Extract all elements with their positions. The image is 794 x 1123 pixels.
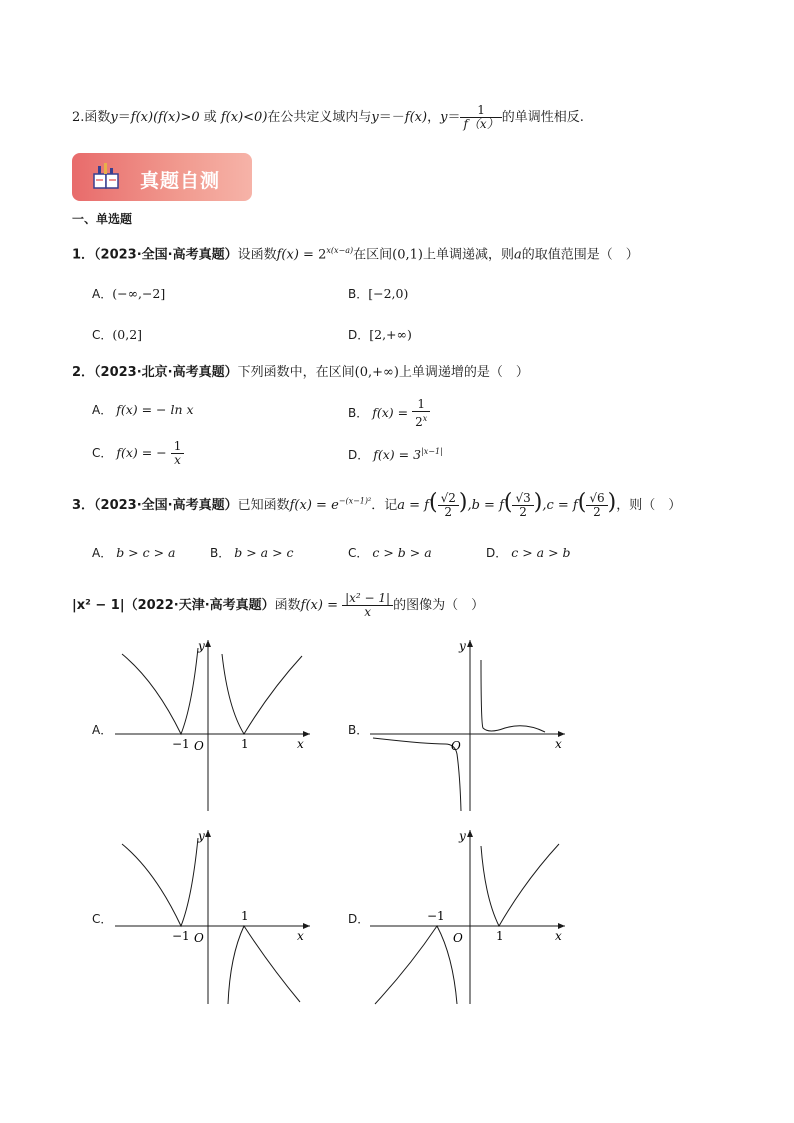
frac-num: √2 bbox=[440, 491, 456, 505]
option-label: B． bbox=[348, 287, 369, 301]
tick-label: 1 bbox=[496, 929, 504, 943]
q3-option-a[interactable] bbox=[92, 544, 176, 562]
note-text: 的单调性相反. bbox=[501, 110, 584, 125]
q2-option-b[interactable] bbox=[348, 398, 430, 429]
question-2 bbox=[72, 364, 529, 382]
math-interval: (0,1) bbox=[392, 247, 423, 263]
option-value: b > c > a bbox=[116, 545, 176, 560]
x-label: x bbox=[297, 929, 304, 943]
frac-num: 1 bbox=[417, 397, 425, 411]
note-text: 函数 bbox=[84, 110, 111, 125]
tick-label: −1 bbox=[172, 737, 190, 751]
curve-left bbox=[122, 838, 198, 926]
option-label: A． bbox=[92, 546, 113, 560]
y-label: y bbox=[459, 639, 466, 653]
graph-d[interactable] bbox=[365, 826, 570, 1008]
option-label: B． bbox=[348, 406, 369, 420]
q3-option-b[interactable] bbox=[210, 544, 294, 562]
frac-den: f（x） bbox=[460, 117, 501, 131]
frac-den: x bbox=[171, 453, 185, 467]
question-number: |x² − 1| bbox=[72, 598, 125, 613]
q2-option-c[interactable] bbox=[92, 440, 184, 467]
graph-a-label[interactable]: A． bbox=[92, 723, 113, 737]
frac-den: 2 bbox=[586, 505, 607, 519]
math-expr: f(x) = e bbox=[289, 498, 339, 513]
question-source: （2022·天津·高考真题） bbox=[124, 598, 275, 613]
y-arrow-icon bbox=[467, 640, 473, 647]
curve-right bbox=[481, 660, 545, 732]
option-label: C． bbox=[92, 328, 113, 342]
graph-b[interactable] bbox=[365, 636, 570, 816]
graph-c-label[interactable]: C． bbox=[92, 912, 113, 926]
question-text: 已知函数 bbox=[237, 498, 290, 513]
option-label: C． bbox=[348, 546, 369, 560]
option-value: (0,2] bbox=[112, 327, 143, 342]
origin-label: O bbox=[453, 931, 463, 945]
graph-d-label[interactable]: D． bbox=[348, 912, 370, 926]
option-label: D． bbox=[348, 328, 370, 342]
book-icon bbox=[90, 160, 124, 194]
q1-option-d[interactable] bbox=[348, 326, 412, 344]
curve-right bbox=[481, 844, 559, 926]
math-exponent: |x−1| bbox=[421, 447, 443, 456]
math-interval: (0,+∞) bbox=[354, 365, 399, 380]
origin-label: O bbox=[194, 931, 204, 945]
question-3: 3．（2023·全国·高考真题）已知函数$f(x) = e^{-(x-1)^2}$．记a = f( $\frac{√2}{2}$ ),b = f( $\frac{√3}{2}$ ),c = f( $\frac{√6}{2}$ )，则（ ） bbox=[72, 490, 682, 519]
frac-num: 1 bbox=[173, 439, 182, 453]
option-value: b > a > c bbox=[234, 545, 294, 560]
note-fraction bbox=[460, 104, 501, 131]
y-label: y bbox=[198, 829, 205, 843]
math-base: 2 bbox=[318, 247, 327, 263]
curve-left bbox=[373, 738, 461, 811]
frac-den: 2 bbox=[512, 505, 533, 519]
y-label: y bbox=[459, 829, 466, 843]
question-text: 的图像为（ ） bbox=[393, 598, 485, 613]
curve-left bbox=[122, 648, 198, 734]
curve-right bbox=[228, 926, 300, 1004]
option-value: c > b > a bbox=[372, 545, 432, 560]
question-text: 上单调递减，则 bbox=[422, 247, 514, 263]
origin-label: O bbox=[194, 739, 204, 753]
math-op: ＝ bbox=[117, 110, 131, 125]
y-label: y bbox=[198, 639, 205, 653]
note-text: 或 bbox=[199, 110, 221, 125]
math-expr: ,b = f bbox=[467, 498, 504, 513]
option-label: B． bbox=[210, 546, 231, 560]
question-source: （2023·全国·高考真题） bbox=[94, 498, 238, 513]
frac-den: 2 bbox=[415, 415, 423, 429]
math-exponent: −(x−1)² bbox=[338, 496, 372, 506]
math-expr: f(x) = bbox=[300, 598, 338, 613]
math-var: y bbox=[371, 110, 379, 125]
question-text: 下列函数中，在区间 bbox=[237, 365, 355, 380]
q3-option-d[interactable] bbox=[486, 544, 571, 562]
option-value: c > a > b bbox=[511, 545, 571, 560]
question-text: ，则（ ） bbox=[616, 498, 682, 513]
frac-num: 1 bbox=[477, 103, 485, 117]
tick-label: −1 bbox=[172, 929, 190, 943]
tick-label: −1 bbox=[427, 909, 445, 923]
tick-label: 1 bbox=[241, 909, 249, 923]
question-text: 的取值范围是（ ） bbox=[521, 247, 639, 263]
question-text: 在区间 bbox=[353, 247, 393, 263]
math-op: ＝ bbox=[447, 110, 461, 125]
x-label: x bbox=[555, 737, 562, 751]
question-source: （2023·北京·高考真题） bbox=[94, 365, 238, 380]
question-source: （2023·全国·高考真题） bbox=[94, 247, 238, 263]
option-label: D． bbox=[348, 448, 370, 463]
option-value: f(x) = − bbox=[116, 445, 167, 460]
question-text: 函数 bbox=[274, 598, 301, 613]
math-expr: f(x)<0) bbox=[220, 110, 268, 125]
q3-option-c[interactable] bbox=[348, 544, 432, 562]
math-var: a bbox=[513, 247, 522, 263]
question-1 bbox=[72, 242, 639, 264]
question-text: 上单调递增的是（ ） bbox=[398, 365, 529, 380]
option-value: [2,+∞) bbox=[369, 327, 412, 342]
math-var: y bbox=[440, 110, 448, 125]
note-index: 2. bbox=[72, 110, 85, 125]
note-text: ， bbox=[427, 110, 441, 125]
x-arrow-icon bbox=[303, 923, 310, 929]
frac-num: √6 bbox=[589, 491, 605, 505]
math-expr: f(x)(f(x)>0 bbox=[130, 110, 200, 125]
q2-option-d[interactable] bbox=[348, 443, 443, 464]
math-expr: ,c = f bbox=[542, 498, 578, 513]
section-title: 一、单选题 bbox=[72, 212, 133, 226]
question-number: 2． bbox=[72, 365, 95, 380]
q2-option-a[interactable] bbox=[92, 401, 194, 419]
banner-title: 真题自测 bbox=[140, 170, 221, 192]
frac-num: |x² − 1| bbox=[345, 591, 391, 605]
option-value: f(x) = bbox=[372, 405, 409, 420]
math-expr: f(x) = bbox=[276, 247, 314, 263]
question-text: 设函数 bbox=[237, 247, 277, 263]
x-label: x bbox=[297, 737, 304, 751]
frac-den: 2 bbox=[438, 505, 459, 519]
math-expr: f(x) bbox=[404, 110, 428, 125]
y-arrow-icon bbox=[467, 830, 473, 837]
tick-label: 1 bbox=[241, 737, 249, 751]
q1-option-c[interactable] bbox=[92, 326, 142, 344]
q1-option-a[interactable] bbox=[92, 285, 165, 303]
graph-c[interactable] bbox=[110, 826, 315, 1008]
frac-den: x bbox=[342, 605, 393, 619]
note-line bbox=[72, 104, 584, 131]
math-exponent: x(x−a) bbox=[326, 246, 354, 255]
math-expr: a = f bbox=[397, 498, 429, 513]
origin-label: O bbox=[451, 739, 461, 753]
question-text: ．记 bbox=[371, 498, 398, 513]
option-label: C． bbox=[92, 446, 113, 460]
option-value: f(x) = − ln x bbox=[116, 402, 194, 417]
option-label: A． bbox=[92, 287, 113, 301]
graph-a[interactable] bbox=[110, 636, 315, 816]
option-label: D． bbox=[486, 546, 508, 560]
y-arrow-icon bbox=[205, 640, 211, 647]
frac-num: √3 bbox=[515, 491, 531, 505]
y-arrow-icon bbox=[205, 830, 211, 837]
math-exponent: x bbox=[422, 414, 428, 423]
note-text: 在公共定义域内与 bbox=[267, 110, 372, 125]
option-label: A． bbox=[92, 403, 113, 417]
math-var: y bbox=[110, 110, 118, 125]
option-value: (−∞,−2] bbox=[112, 286, 166, 301]
curve-right bbox=[222, 654, 302, 734]
q1-option-b[interactable] bbox=[348, 285, 408, 303]
graph-b-label[interactable]: B． bbox=[348, 723, 369, 737]
question-4 bbox=[72, 592, 484, 619]
option-value: f(x) = 3 bbox=[373, 447, 422, 463]
curve-left bbox=[375, 926, 457, 1004]
math-op: ＝－ bbox=[378, 110, 405, 125]
question-number: 3． bbox=[72, 498, 95, 513]
question-number: 1． bbox=[72, 247, 95, 263]
x-arrow-icon bbox=[303, 731, 310, 737]
option-value: [−2,0) bbox=[368, 286, 409, 301]
x-label: x bbox=[555, 929, 562, 943]
